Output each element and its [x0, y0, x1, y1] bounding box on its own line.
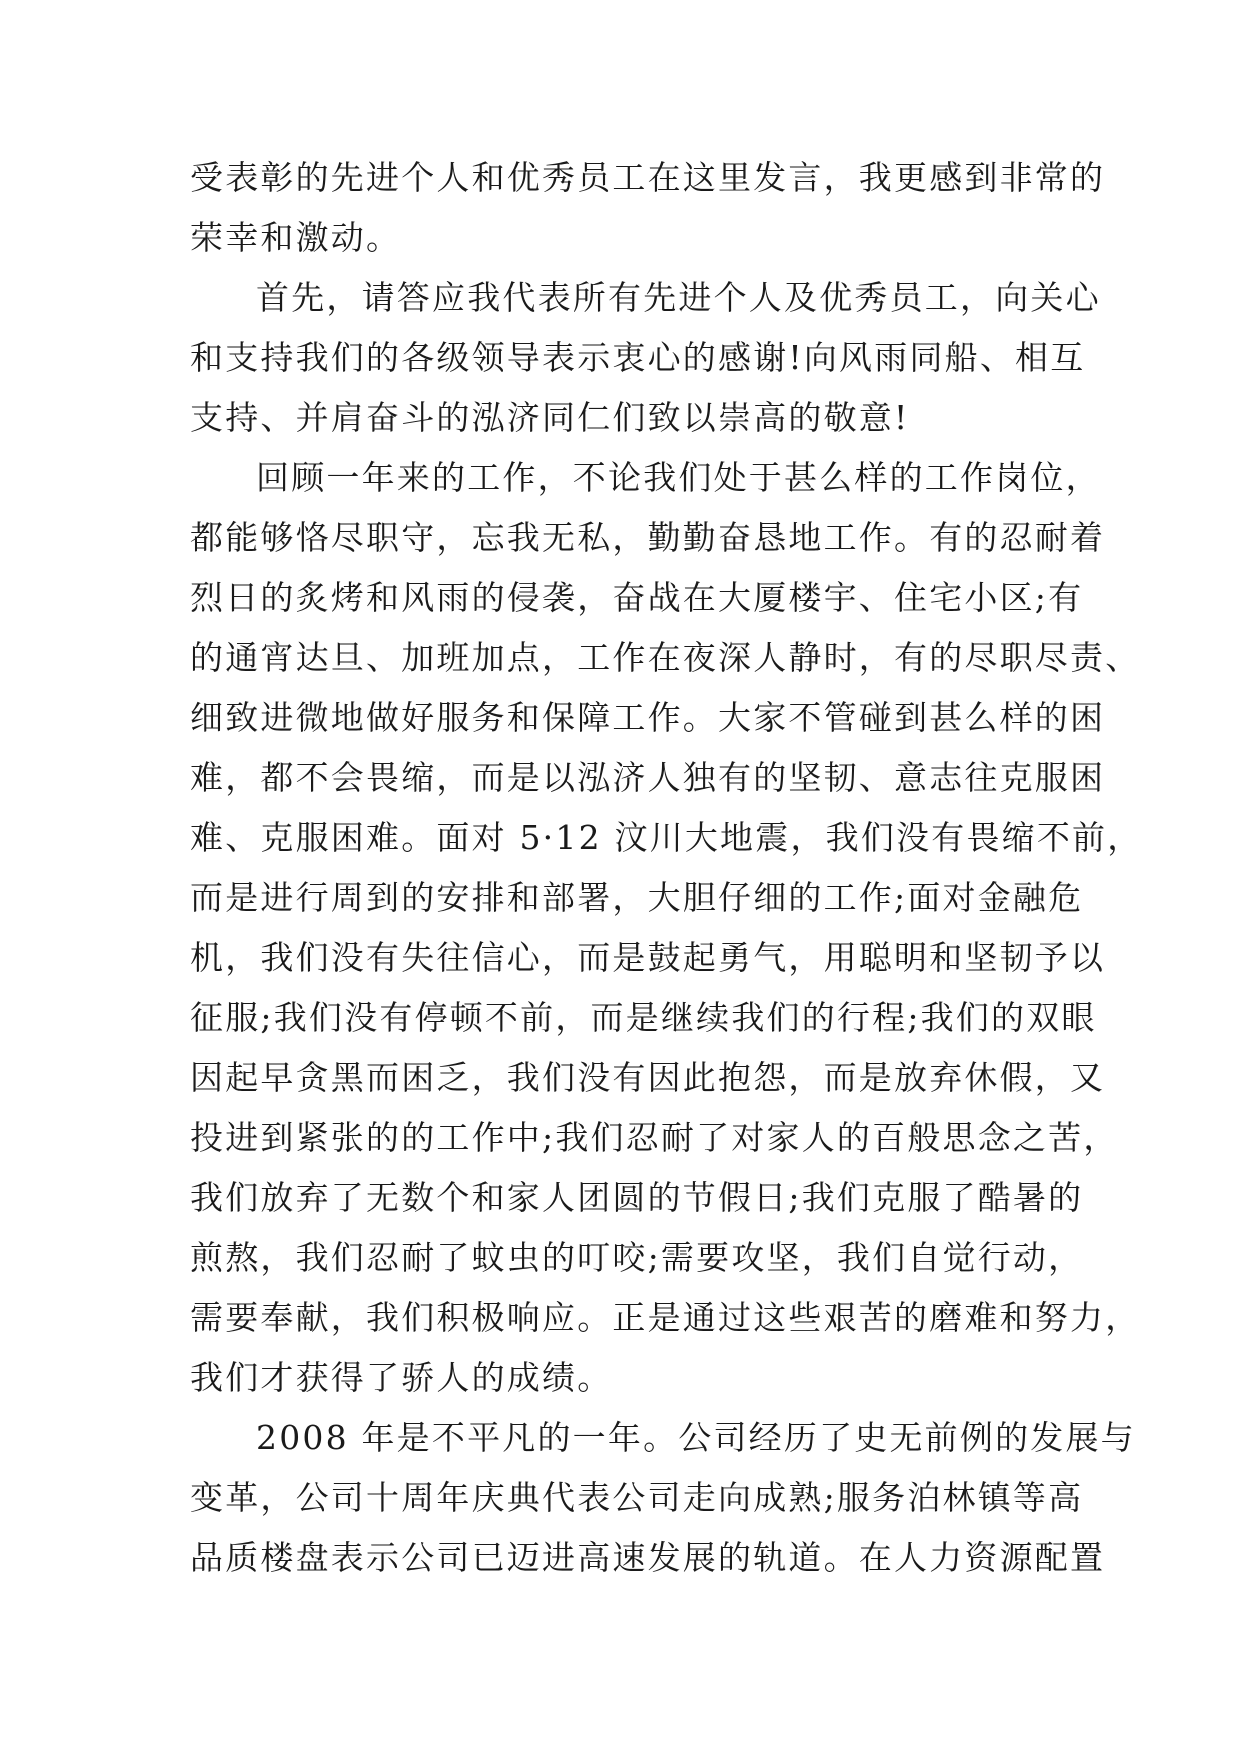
- text-line: 我们放弃了无数个和家人团圆的节假日;我们克服了酷暑的: [190, 1178, 1084, 1217]
- text-line: 征服;我们没有停顿不前，而是继续我们的行程;我们的双眼: [190, 998, 1097, 1037]
- text-line: 的通宵达旦、加班加点，工作在夜深人静时，有的尽职尽责、: [190, 638, 1141, 677]
- paragraph-start-line: 首先，请答应我代表所有先进个人及优秀员工，向关心: [256, 278, 1101, 317]
- text-line: 受表彰的先进个人和优秀员工在这里发言，我更感到非常的: [190, 158, 1106, 197]
- text-line: 因起早贪黑而困乏，我们没有因此抱怨，而是放弃休假，又: [190, 1058, 1106, 1097]
- paragraph-start-line: 2008 年是不平凡的一年。公司经历了史无前例的发展与: [256, 1418, 1136, 1457]
- text-line: 而是进行周到的安排和部署，大胆仔细的工作;面对金融危: [190, 878, 1084, 917]
- text-line: 煎熬，我们忍耐了蚊虫的叮咬;需要攻坚，我们自觉行动，: [190, 1238, 1084, 1277]
- text-line: 和支持我们的各级领导表示衷心的感谢!向风雨同船、相互: [190, 338, 1086, 377]
- text-line: 都能够恪尽职守，忘我无私，勤勤奋恳地工作。有的忍耐着: [190, 518, 1106, 557]
- text-line: 我们才获得了骄人的成绩。: [190, 1358, 613, 1397]
- text-line: 荣幸和激动。: [190, 218, 402, 257]
- text-line: 难、克服困难。面对 5·12 汶川大地震，我们没有畏缩不前，: [190, 818, 1143, 857]
- text-line: 难，都不会畏缩，而是以泓济人独有的坚韧、意志往克服困: [190, 758, 1106, 797]
- text-line: 需要奉献，我们积极响应。正是通过这些艰苦的磨难和努力，: [190, 1298, 1141, 1337]
- text-line: 变革，公司十周年庆典代表公司走向成熟;服务泊林镇等高: [190, 1478, 1084, 1517]
- text-line: 投进到紧张的的工作中;我们忍耐了对家人的百般思念之苦，: [190, 1118, 1119, 1157]
- document-body: [190, 148, 1143, 1588]
- text-line: 细致进微地做好服务和保障工作。大家不管碰到甚么样的困: [190, 698, 1106, 737]
- text-line: 机，我们没有失往信心，而是鼓起勇气，用聪明和坚韧予以: [190, 938, 1106, 977]
- text-line: 烈日的炙烤和风雨的侵袭，奋战在大厦楼宇、住宅小区;有: [190, 578, 1084, 617]
- text-line: 支持、并肩奋斗的泓济同仁们致以崇高的敬意!: [190, 398, 910, 437]
- text-line: 品质楼盘表示公司已迈进高速发展的轨道。在人力资源配置: [190, 1538, 1106, 1577]
- paragraph-start-line: 回顾一年来的工作，不论我们处于甚么样的工作岗位，: [256, 458, 1101, 497]
